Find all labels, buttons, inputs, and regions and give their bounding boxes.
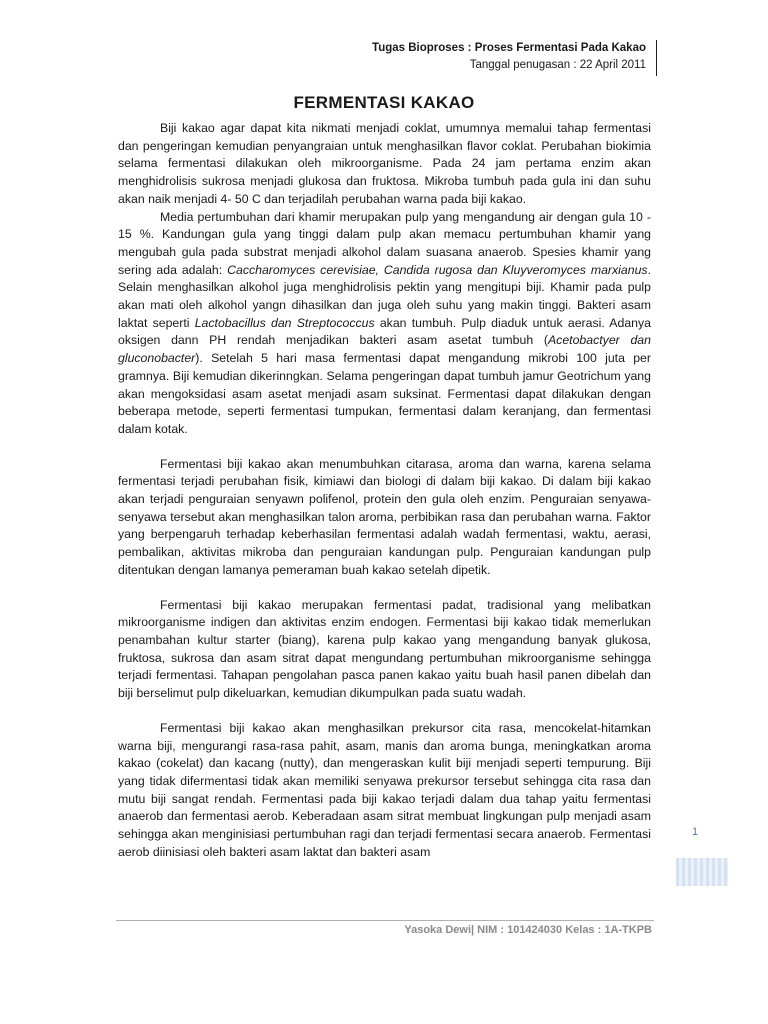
page-footer: Yasoka Dewi| NIM : 101424030 Kelas : 1A-TKPB <box>404 924 652 936</box>
document-title: FERMENTASI KAKAO <box>293 93 475 112</box>
paragraph-1: Biji kakao agar dapat kita nikmati menjadi coklat, umumnya memalui tahap fermentasi dan pengeringan kemudian penyangraian untuk menghasilkan flavor coklat. Perubahan biokimia selama fermentasi dilakukan oleh mikroorganisme. Pada 24 jam pertama enzim akan menghidrolisis sukrosa menjadi glukosa dan fruktosa. Mikroba tumbuh pada gula ini dan suhu akan naik menjadi 4- 50 C dan terjadilah perubahan warna pada biji kakao. <box>118 121 651 206</box>
paragraph-4: Fermentasi biji kakao merupakan fermentasi padat, tradisional yang melibatkan mikroorganisme indigen dan aktivitas enzim endogen. Fermentasi biji kakao tidak memerlukan penambahan kultur starter (biang), karena pulp kakao yang mengandung banyak glukosa, fruktosa, sukrosa dan asam sitrat dapat mengundang pertumbuhan mikroorganisme sehingga terjadi fermentasi. Tahapan pengolahan pasca panen kakao yaitu buah hasil panen dibelah dan biji berselimut pulp dikeluarkan, kemudian dikumpulkan pada suatu wadah. <box>118 597 651 701</box>
footer-divider <box>116 920 654 921</box>
page-header <box>372 40 652 74</box>
paragraph-5: Fermentasi biji kakao akan menghasilkan prekursor cita rasa, mencokelat-hitamkan warna biji, mengurangi rasa-rasa pahit, asam, manis dan aroma bunga, meningkatkan aroma kakao (cokelat) dan kacang (nutty), dan mengeraskan kulit biji menjadi seperti tempurung. Biji yang tidak difermentasi tidak akan memiliki senyawa prekursor tersebut sehingga cita rasa dan mutu biji sangat rendah. Fermentasi pada biji kakao terjadi dalam dua tahap yaitu fermentasi anaerob dan fermentasi aerob. Keberadaan asam sitrat membuat lingkungan pulp menjadi asam sehingga akan menginisiasi pertumbuhan ragi dan terjadi fermentasi secara anaerob. Fermentasi aerob diinisiasi oleh bakteri asam laktat dan bakteri asam <box>118 720 651 859</box>
page-number: 1 <box>692 826 699 838</box>
paragraph-2: Media pertumbuhan dari khamir merupakan pulp yang mengandung air dengan gula 10 - 15 %. Kandungan gula yang tinggi dalam pulp akan memacu pertumbuhan khamir yang mengubah gula pada substrat menjadi alkohol dalam suasana anaerob. Spesies khamir yang sering ada adalah: Caccharomyces cerevisiae, Candida rugosa dan Kluyveromyces marxianus. Selain menghasilkan alkohol juga menghidrolisis pektin yang mengitupi biji. Khamir pada pulp akan mati oleh alkohol yangn dihasilkan dan juga oleh suhu yang makin tinggi. Bakteri asam laktat seperti Lactobacillus dan Streptococcus akan tumbuh. Pulp diaduk untuk aerasi. Adanya oksigen dann PH rendah menjadikan bakteri asam asetat tumbuh (Acetobactyer dan gluconobacter). Setelah 5 hari masa fermentasi dapat mengandung mikrobi 100 juta per gramnya. Biji kemudian dikerinngkan. Selama pengeringan dapat tumbuh jamur Geotrichum yang akan mengoksidasi asam asetat menjadi asam suksinat. Fermentasi dapat dilakukan dengan beberapa metode, seperti fermentasi tumpukan, fermentasi dalam keranjang, dan fermentasi dalam kotak. <box>118 209 651 436</box>
paragraph-3: Fermentasi biji kakao akan menumbuhkan citarasa, aroma dan warna, karena selama fermentasi terjadi perubahan fisik, kimiawi dan biologi di dalam biji kakao. Di dalam biji kakao akan terjadi penguraian senyawn polifenol, protein den gula oleh enzim. Penguraian senyawa-senyawa tersebut akan menghasilkan talon aroma, perbibikan rasa dan perubahan warna. Faktor yang berpengaruh terhadap keberhasilan fermentasi adalah wadah fermentasi, waktu, aerasi, pembalikan, aktivitas mikroba dan penguraian kandungan pulp. Penguraian kandungan pulp ditentukan dengan lamanya pemeraman buah kakao setelah dipetik. <box>118 456 651 577</box>
page-decoration <box>676 858 728 886</box>
document-body <box>118 120 651 861</box>
header-date: Tanggal penugasan : 22 April 2011 <box>469 59 646 71</box>
header-divider <box>656 40 657 76</box>
header-course: Tugas Bioproses : Proses Fermentasi Pada Kakao <box>372 42 646 54</box>
